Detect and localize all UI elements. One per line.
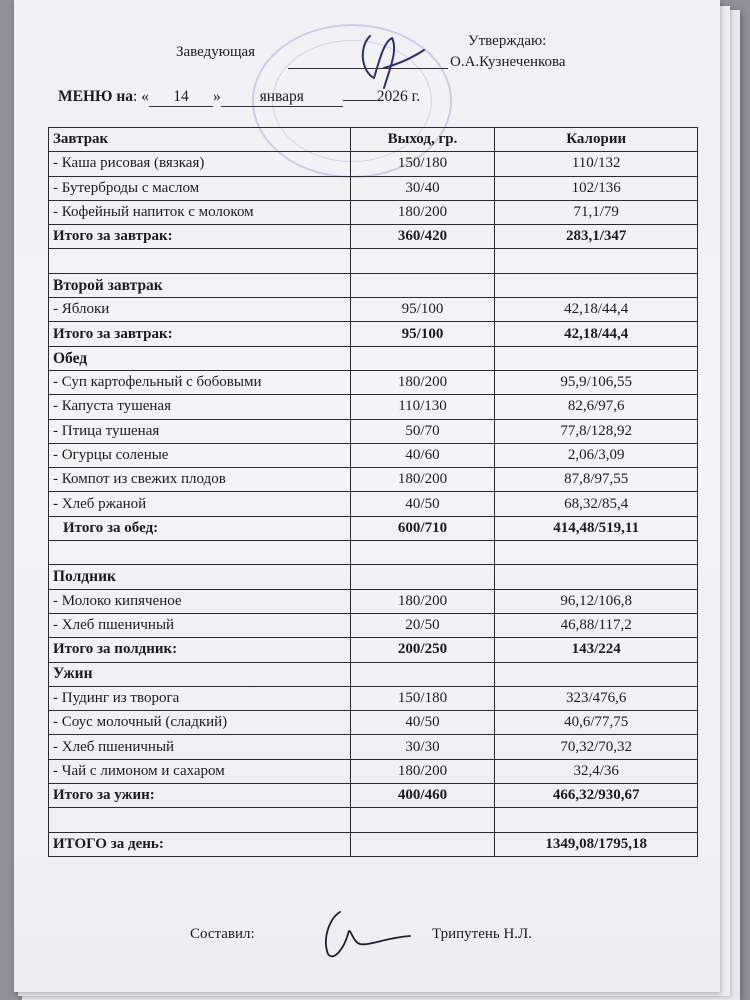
row-kcal-cell: 46,88/117,2 xyxy=(495,613,698,637)
row-name-cell: - Бутерброды с маслом xyxy=(49,176,351,200)
row-name-cell: - Хлеб ржаной xyxy=(49,492,351,516)
row-weight-cell: 180/200 xyxy=(350,200,495,224)
table-row xyxy=(49,273,698,297)
row-kcal-cell: 143/224 xyxy=(495,638,698,662)
table-row xyxy=(49,322,698,346)
row-name-cell: - Кофейный напиток с молоком xyxy=(49,200,351,224)
row-weight-cell: 600/710 xyxy=(350,516,495,540)
row-weight-cell xyxy=(350,273,495,297)
row-name-cell: Итого за завтрак: xyxy=(49,225,351,249)
row-weight-cell: 180/200 xyxy=(350,370,495,394)
row-weight-cell: 150/180 xyxy=(350,686,495,710)
approve-label: Утверждаю: xyxy=(468,33,547,49)
menu-colon-quote: : « xyxy=(133,88,149,105)
compiler-name: Трипутень Н.Л. xyxy=(432,926,532,942)
row-name-cell: - Молоко кипяченое xyxy=(49,589,351,613)
row-kcal-cell xyxy=(495,249,698,273)
menu-month: января xyxy=(221,88,343,107)
row-kcal-cell: 42,18/44,4 xyxy=(495,322,698,346)
row-name-cell: - Огурцы соленые xyxy=(49,443,351,467)
row-name-cell: Итого за ужин: xyxy=(49,784,351,808)
row-weight-cell xyxy=(350,832,495,856)
row-weight-cell: 150/180 xyxy=(350,152,495,176)
row-weight-cell: 20/50 xyxy=(350,613,495,637)
row-name-cell xyxy=(49,808,351,832)
row-kcal-cell: 96,12/106,8 xyxy=(495,589,698,613)
menu-prefix: МЕНЮ на xyxy=(58,88,134,105)
table-row xyxy=(49,492,698,516)
row-weight-cell: 400/460 xyxy=(350,784,495,808)
table-row xyxy=(49,808,698,832)
row-weight-cell xyxy=(350,565,495,589)
row-weight-cell: 95/100 xyxy=(350,298,495,322)
row-kcal-cell xyxy=(495,808,698,832)
menu-table xyxy=(48,127,698,857)
row-weight-cell: 110/130 xyxy=(350,395,495,419)
table-row xyxy=(49,298,698,322)
table-row xyxy=(49,638,698,662)
row-kcal-cell: 1349,08/1795,18 xyxy=(495,832,698,856)
row-kcal-cell xyxy=(495,346,698,370)
table-row xyxy=(49,759,698,783)
table-row xyxy=(49,152,698,176)
table-row xyxy=(49,711,698,735)
row-name-cell: - Хлеб пшеничный xyxy=(49,735,351,759)
row-name-cell: - Пудинг из творога xyxy=(49,686,351,710)
row-weight-cell: 360/420 xyxy=(350,225,495,249)
table-row xyxy=(49,784,698,808)
row-name-cell: Второй завтрак xyxy=(49,273,351,297)
header-cell-weight: Выход, гр. xyxy=(350,128,495,152)
row-name-cell: - Соус молочный (сладкий) xyxy=(49,711,351,735)
row-kcal-cell: 42,18/44,4 xyxy=(495,298,698,322)
row-weight-cell xyxy=(350,249,495,273)
row-name-cell: Итого за обед: xyxy=(49,516,351,540)
row-name-cell: - Хлеб пшеничный xyxy=(49,613,351,637)
row-kcal-cell: 70,32/70,32 xyxy=(495,735,698,759)
row-weight-cell xyxy=(350,662,495,686)
row-name-cell xyxy=(49,541,351,565)
table-row xyxy=(49,200,698,224)
row-weight-cell: 40/50 xyxy=(350,711,495,735)
row-weight-cell: 40/60 xyxy=(350,443,495,467)
table-row xyxy=(49,686,698,710)
row-name-cell: - Суп картофельный с бобовыми xyxy=(49,370,351,394)
row-kcal-cell: 77,8/128,92 xyxy=(495,419,698,443)
table-header-row xyxy=(49,128,698,152)
menu-gap xyxy=(343,100,377,101)
row-name-cell: - Птица тушеная xyxy=(49,419,351,443)
row-kcal-cell: 40,6/77,75 xyxy=(495,711,698,735)
row-kcal-cell: 32,4/36 xyxy=(495,759,698,783)
approver-name: О.А.Кузнеченкова xyxy=(450,54,566,70)
row-name-cell: Итого за полдник: xyxy=(49,638,351,662)
row-weight-cell: 180/200 xyxy=(350,468,495,492)
table-row xyxy=(49,419,698,443)
row-kcal-cell xyxy=(495,565,698,589)
table-row xyxy=(49,516,698,540)
row-weight-cell xyxy=(350,541,495,565)
row-weight-cell xyxy=(350,808,495,832)
row-name-cell: - Яблоки xyxy=(49,298,351,322)
row-kcal-cell xyxy=(495,273,698,297)
table-row xyxy=(49,370,698,394)
table-row xyxy=(49,541,698,565)
row-weight-cell: 200/250 xyxy=(350,638,495,662)
row-weight-cell: 95/100 xyxy=(350,322,495,346)
row-kcal-cell: 283,1/347 xyxy=(495,225,698,249)
compiler-signature xyxy=(300,898,420,968)
row-kcal-cell: 82,6/97,6 xyxy=(495,395,698,419)
table-row xyxy=(49,176,698,200)
menu-day: 14 xyxy=(149,88,213,107)
table-row xyxy=(49,832,698,856)
row-weight-cell: 180/200 xyxy=(350,759,495,783)
menu-year: 2026 г. xyxy=(376,88,421,105)
row-kcal-cell: 95,9/106,55 xyxy=(495,370,698,394)
row-kcal-cell: 414,48/519,11 xyxy=(495,516,698,540)
row-name-cell: Обед xyxy=(49,346,351,370)
compiled-label: Составил: xyxy=(190,926,255,942)
row-name-cell: ИТОГО за день: xyxy=(49,832,351,856)
table-row xyxy=(49,346,698,370)
table-row xyxy=(49,225,698,249)
row-kcal-cell: 68,32/85,4 xyxy=(495,492,698,516)
row-name-cell: - Капуста тушеная xyxy=(49,395,351,419)
table-row xyxy=(49,565,698,589)
table-row xyxy=(49,613,698,637)
menu-day-close: » xyxy=(212,88,221,105)
menu-date-line xyxy=(58,88,420,107)
table-row xyxy=(49,468,698,492)
row-kcal-cell: 2,06/3,09 xyxy=(495,443,698,467)
row-kcal-cell xyxy=(495,541,698,565)
row-kcal-cell xyxy=(495,662,698,686)
row-name-cell: - Чай с лимоном и сахаром xyxy=(49,759,351,783)
row-weight-cell: 30/30 xyxy=(350,735,495,759)
header-cell-kcal: Калории xyxy=(495,128,698,152)
row-name-cell: Ужин xyxy=(49,662,351,686)
table-row xyxy=(49,443,698,467)
row-name-cell: - Компот из свежих плодов xyxy=(49,468,351,492)
table-row xyxy=(49,589,698,613)
row-kcal-cell: 71,1/79 xyxy=(495,200,698,224)
table-row xyxy=(49,249,698,273)
row-weight-cell xyxy=(350,346,495,370)
row-kcal-cell: 110/132 xyxy=(495,152,698,176)
row-name-cell: Итого за завтрак: xyxy=(49,322,351,346)
row-weight-cell: 40/50 xyxy=(350,492,495,516)
table-row xyxy=(49,662,698,686)
row-weight-cell: 50/70 xyxy=(350,419,495,443)
row-kcal-cell: 466,32/930,67 xyxy=(495,784,698,808)
table-row xyxy=(49,395,698,419)
row-kcal-cell: 323/476,6 xyxy=(495,686,698,710)
header-cell-meal: Завтрак xyxy=(49,128,351,152)
row-weight-cell: 180/200 xyxy=(350,589,495,613)
row-kcal-cell: 102/136 xyxy=(495,176,698,200)
row-name-cell: Полдник xyxy=(49,565,351,589)
signature-line xyxy=(288,68,448,69)
row-name-cell xyxy=(49,249,351,273)
table-row xyxy=(49,735,698,759)
row-kcal-cell: 87,8/97,55 xyxy=(495,468,698,492)
manager-label: Заведующая xyxy=(176,44,256,60)
row-weight-cell: 30/40 xyxy=(350,176,495,200)
row-name-cell: - Каша рисовая (вязкая) xyxy=(49,152,351,176)
